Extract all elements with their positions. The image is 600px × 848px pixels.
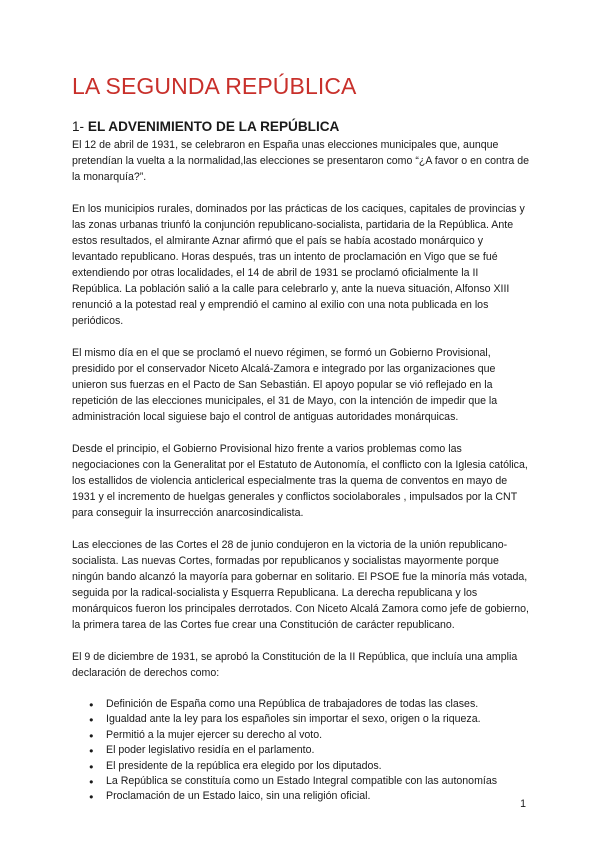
paragraph-constitucion: El 9 de diciembre de 1931, se aprobó la Constitución de la II República, que incluía una amplia declaración de derechos como: [72,651,518,679]
paragraph-problemas: Desde el principio, el Gobierno Provisional hizo frente a varios problemas como las negociaciones con la Generalitat por el Estatuto de Autonomía, el conflicto con la Iglesia católica, los estallidos de violencia anticlerical especialmente tras la quema de conventos en mayo de 1931 y el incremento de huelgas generales y conflictos sociolaborales , impulsados por la CNT para conseguir la insurrección anarcosindicalista. [72,443,528,519]
list-item: ● Proclamación de un Estado laico, sin una religión oficial. [89,789,530,804]
list-item: ● Igualdad ante la ley para los españoles sin importar el sexo, origen o la riqueza. [89,712,530,727]
page-number: 1 [520,798,526,810]
list-item: ● La República se constituía como un Estado Integral compatible con las autonomías [89,774,530,789]
list-item: ● Definición de España como una República de trabajadores de todas las clases. [89,697,530,712]
list-item: ● El poder legislativo residía en el parlamento. [89,743,530,758]
section-heading [72,119,339,134]
paragraph-elecciones-cortes: Las elecciones de las Cortes el 28 de junio condujeron en la victoria de la unión republicano-socialista. Las nuevas Cortes, formadas por republicanos y socialistas mayormente porque ningún bando alcanzó la mayoría para gobernar en solitario. El PSOE fue la minoría más votada, seguida por la radical-socialista y Esquerra Republicana. La derecha republicana y los monárquicos fueron los principales derrotados. Con Niceto Alcalá Zamora como jefe de gobierno, la primera tarea de las Cortes fue crear una Constitución de carácter republicano. [72,539,529,631]
page-title: LA SEGUNDA REPÚBLICA [72,73,357,99]
section-number: 1- [72,119,85,134]
list-item: ● Permitió a la mujer ejercer su derecho al voto. [89,728,530,743]
paragraph-gobierno-provisional: El mismo día en el que se proclamó el nuevo régimen, se formó un Gobierno Provisional, presidido por el conservador Niceto Alcalá-Zamora e integrado por las organizaciones que unieron sus fuerzas en el Pacto de San Sebastián. El apoyo popular se vió reflejado en la repetición de las elecciones municipales, el 31 de Mayo, con la intención de impedir que la administración local siguiese bajo el control de antiguas autoridades monárquicas. [72,347,498,423]
document-body [72,137,530,805]
list-item: ● El presidente de la república era elegido por los diputados. [89,759,530,774]
section-title: EL ADVENIMIENTO DE LA REPÚBLICA [87,119,340,134]
rights-list [72,697,530,805]
paragraph-proclamacion: En los municipios rurales, dominados por las prácticas de los caciques, capitales de provincias y las zonas urbanas triunfó la conjunción republicano-socialista, partidaria de la República. Ante estos resultados, el almirante Aznar afirmó que el país se había acostado monárquico y levantado republicano. Horas después, tras un intento de proclamación en Vigo que se fué extendiendo por otras localidades, el 14 de abril de 1931 se proclamó oficialmente la II República. La población salió a la calle para celebrarlo y, ante la nueva situación, Alfonso XIII renunció a la potestad real y emprendió el camino al exilio con una nota publicada en los periódicos. [72,203,525,327]
paragraph-elecciones-municipales: El 12 de abril de 1931, se celebraron en España unas elecciones municipales que, aunque pretendían la vuelta a la normalidad,las elecciones se presentaron como “¿A favor o en contra de la monarquía?”. [72,139,529,183]
